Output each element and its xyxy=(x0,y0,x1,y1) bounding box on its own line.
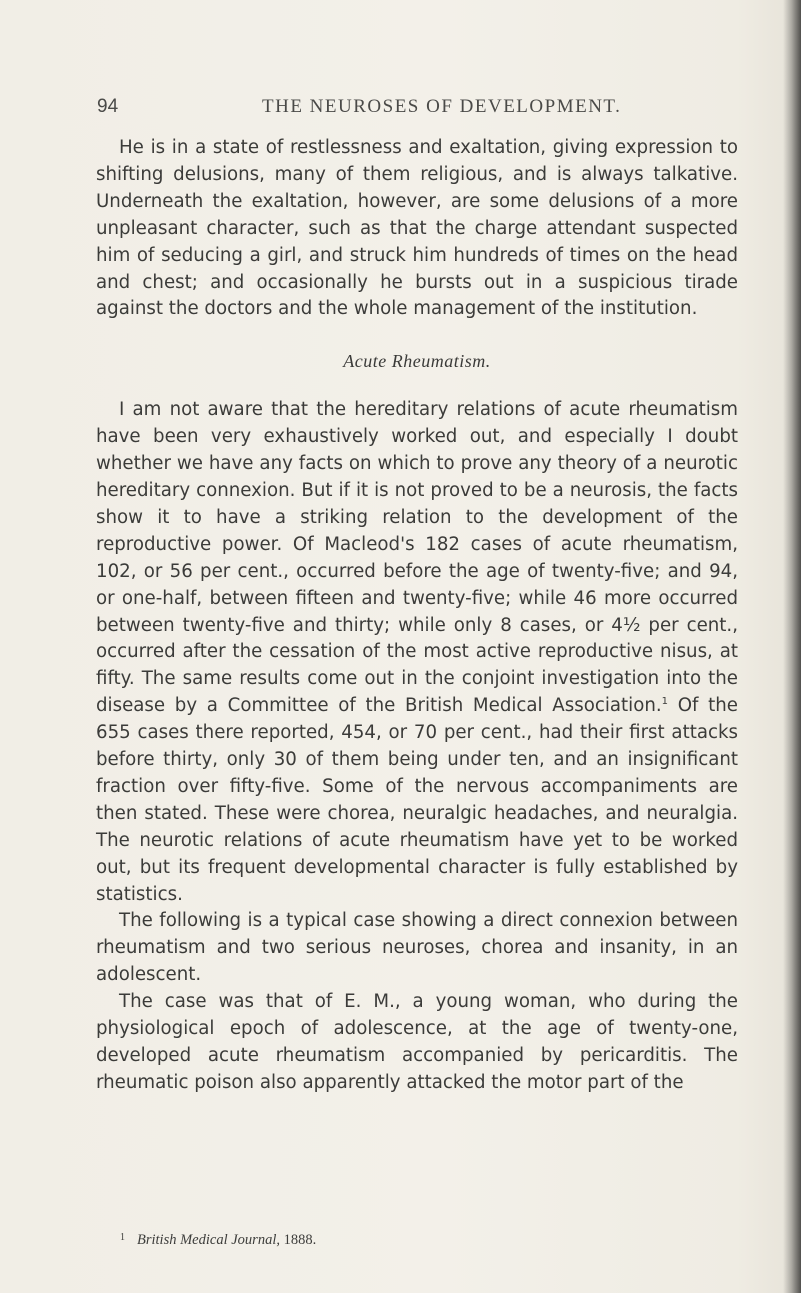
footnote-mark: 1 xyxy=(120,1232,125,1243)
paragraph-hereditary-continued: Of the 655 cases there reported, 454, or 70 per cent., had their first attacks before thirty, only 30 of them being under ten, and an insignificant fraction over fifty-five. Some of the nervous accompaniments are then stated. These were chorea, neuralgic headaches, and neuralgia. The neurotic relations of acute rheumatism have yet to be worked out, but its frequent developmental character is fully established by statistics. xyxy=(96,695,738,905)
page-number: 94 xyxy=(97,96,119,117)
paragraph-restlessness: He is in a state of restlessness and exaltation, giving expression to shifting delusions, many of them religious, and is always talkative. Underneath the exaltation, however, are some delusions of a more unpleasant character, such as that the charge attendant suspected him of seducing a girl, and struck him hundreds of times on the head and chest; and occasionally he bursts out in a suspicious tirade against the doctors and the whole management of the institution. xyxy=(96,137,738,320)
running-header xyxy=(97,96,737,118)
page-edge-shadow xyxy=(783,0,801,1293)
paragraph-hereditary-relations xyxy=(96,397,738,908)
paragraph-typical-case: The following is a typical case showing a direct connexion between rheumatism and two serious neuroses, chorea and insanity, in an adolescent. xyxy=(96,910,738,986)
footnote xyxy=(120,1232,316,1249)
paragraph-case-em: The case was that of E. M., a young woman, who during the physiological epoch of adolescence, at the age of twenty-one, developed acute rheumatism accompanied by pericarditis. The rheumatic poison also apparently attacked the motor part of the xyxy=(96,991,738,1093)
running-title: THE NEUROSES OF DEVELOPMENT. xyxy=(262,96,622,117)
paragraph-hereditary-text: I am not aware that the hereditary relations of acute rheumatism have been very exhaustively worked out, and especially I doubt whether we have any facts on which to prove any theory of a neurotic hereditary connexion. But if it is not proved to be a neurosis, the facts show it to have a striking relation to the development of the reproductive power. Of Macleod's 182 cases of acute rheumatism, 102, or 56 per cent., occurred before the age of twenty-five; and 94, or one-half, between fifteen and twenty-five; while 46 more occurred between twenty-five and thirty; while only 8 cases, or 4½ per cent., occurred after the cessation of the most active reproductive nisus, at fifty. The same results come out in the conjoint investigation into the disease by a Committee of the British Medical Association. xyxy=(96,399,738,717)
footnote-year: 1888. xyxy=(283,1232,317,1248)
footnote-reference: 1 xyxy=(661,696,669,708)
body-text xyxy=(96,135,738,1097)
section-title-acute-rheumatism: Acute Rheumatism. xyxy=(343,351,491,372)
footnote-journal: British Medical Journal, xyxy=(137,1232,280,1248)
